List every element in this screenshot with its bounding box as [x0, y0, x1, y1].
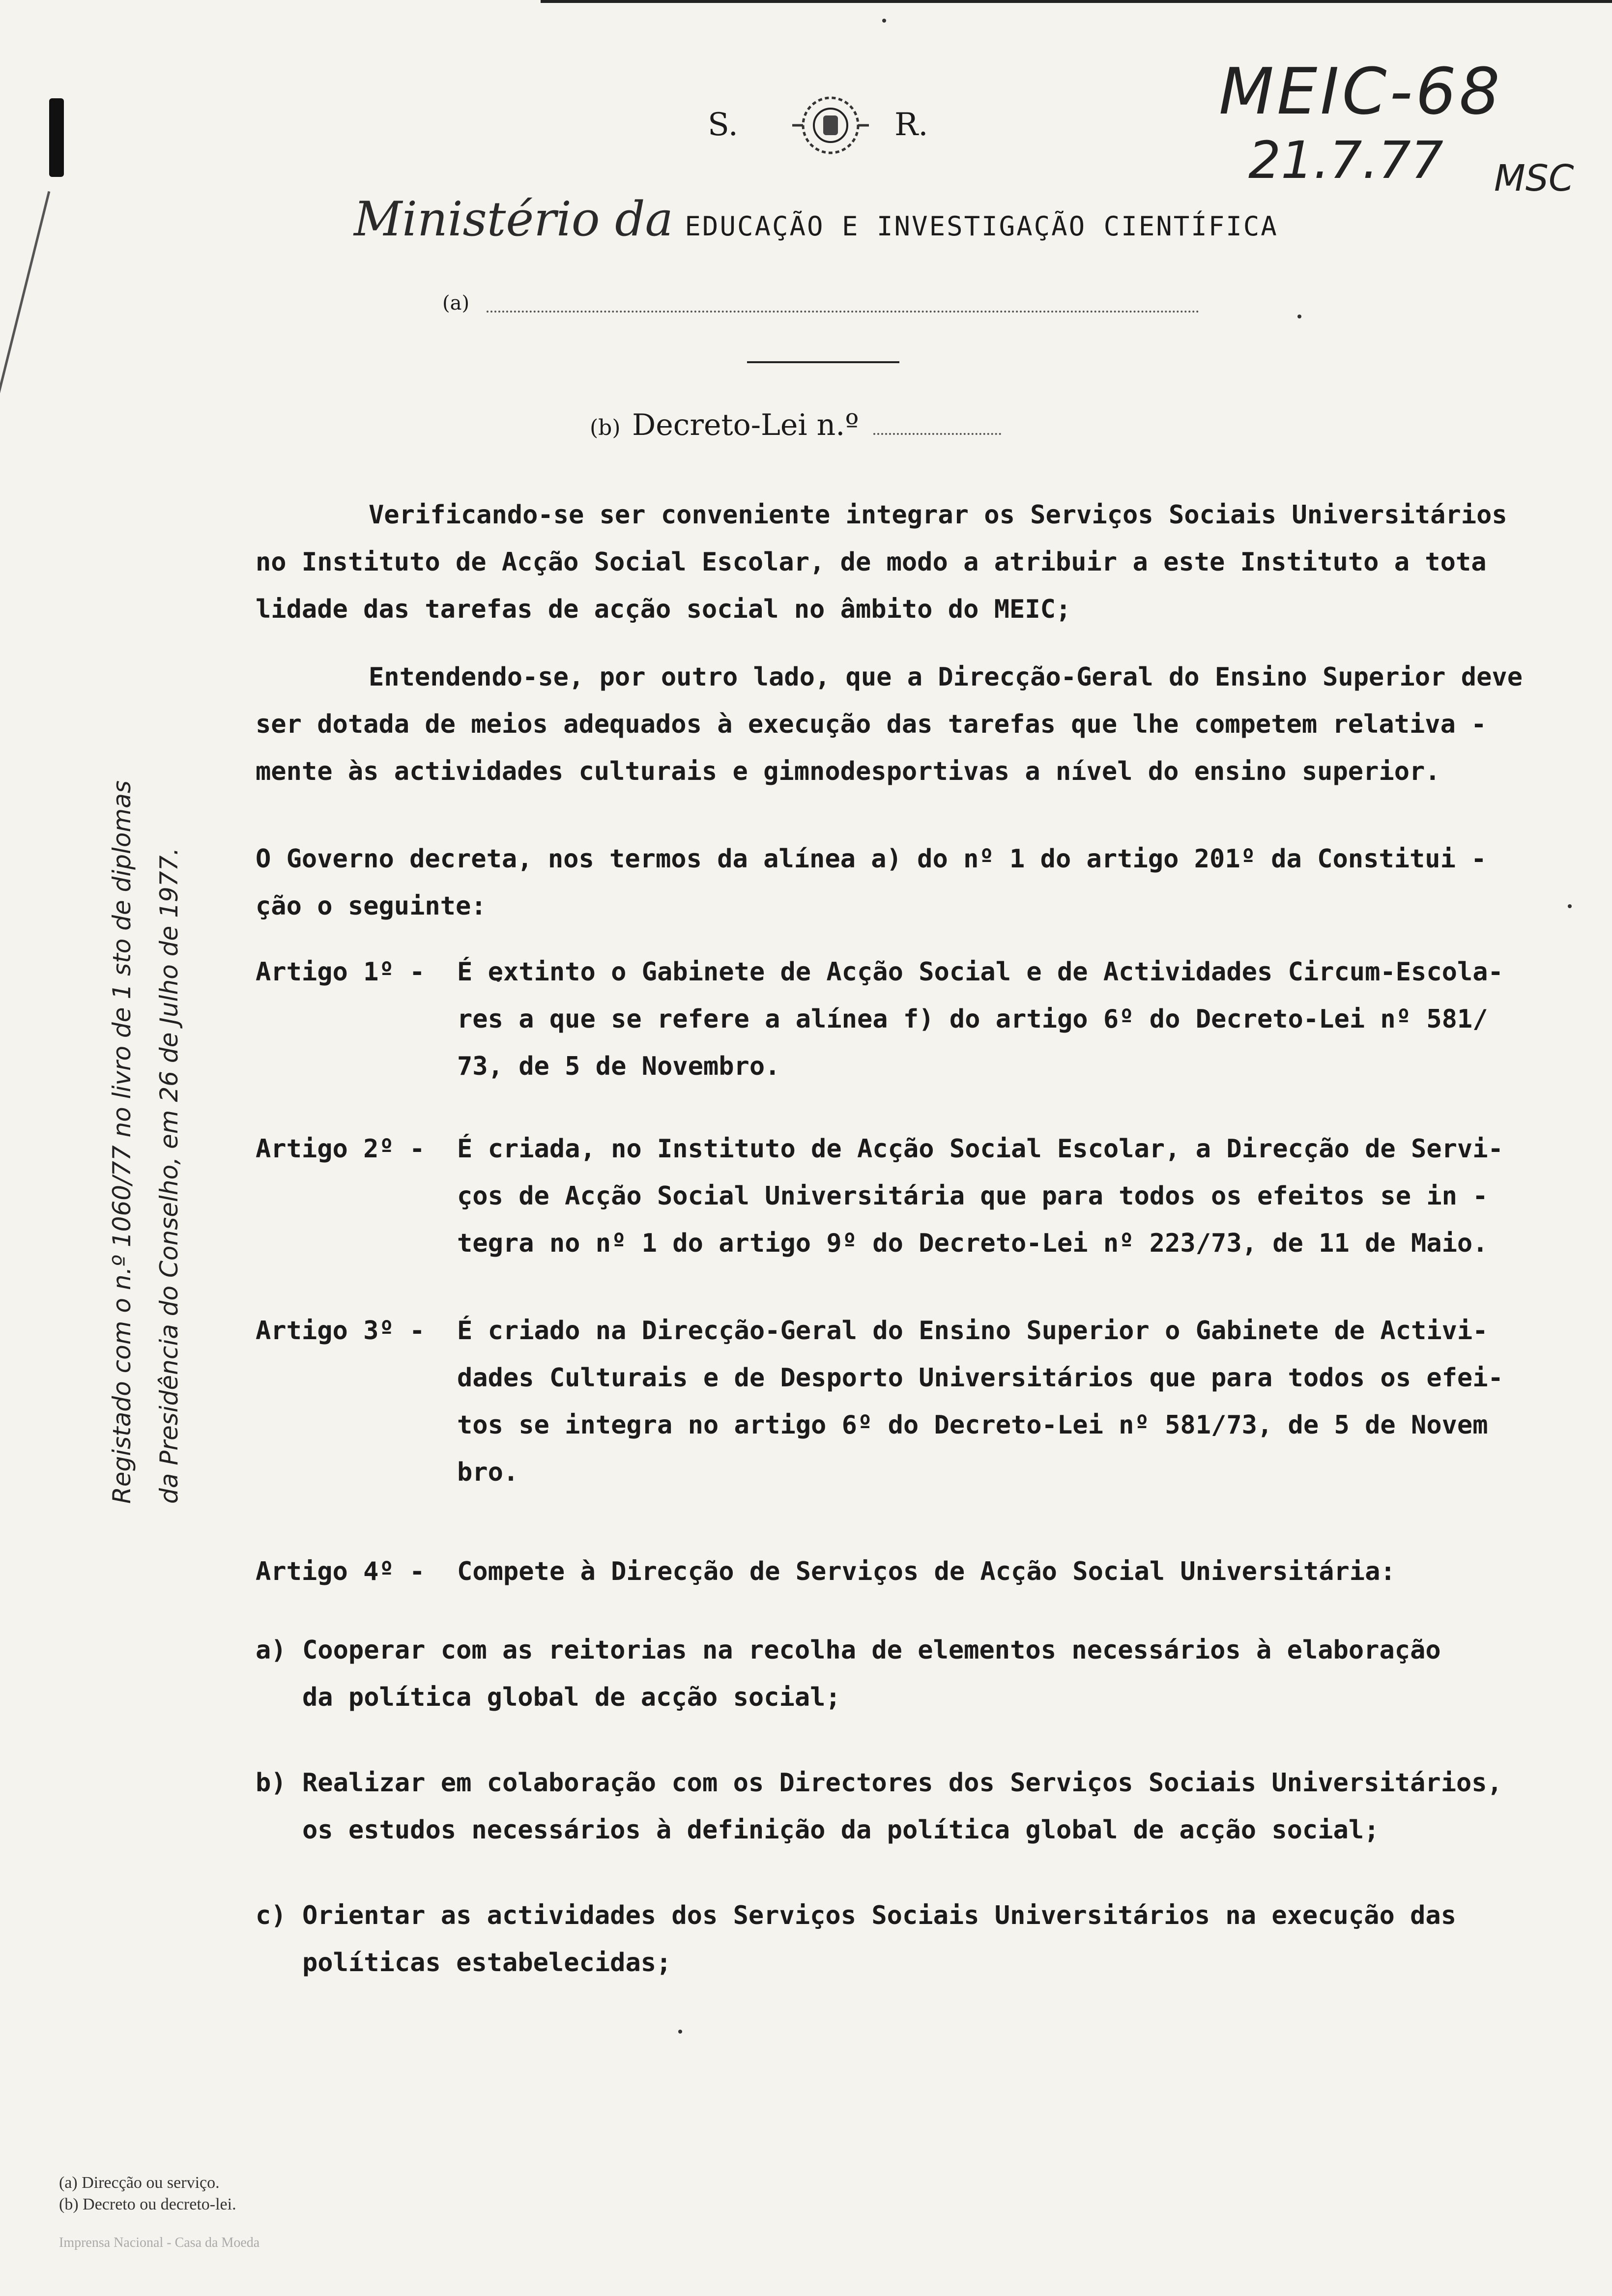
- item-c-line-2: políticas estabelecidas;: [302, 1948, 672, 1978]
- article-4-line-1: Compete à Direcção de Serviços de Acção Social Universitária:: [457, 1557, 1396, 1586]
- article-3-line-2: dades Culturais e de Desporto Universitários que para todos os efei-: [457, 1363, 1503, 1393]
- article-1-line-1: É extinto o Gabinete de Acção Social e de Actividades Circum-Escola-: [457, 957, 1503, 987]
- article-3-line-4: bro.: [457, 1458, 519, 1487]
- preamble-second-paragraph: [256, 654, 1612, 795]
- article-3: [256, 1307, 1612, 1496]
- footnote-a: (a) Direcção ou serviço.: [59, 2174, 220, 2192]
- item-b-marker: b): [256, 1768, 287, 1798]
- article-1-label: Artigo 1º -: [256, 957, 425, 987]
- ministry-name: EDUCAÇÃO E INVESTIGAÇÃO CIENTÍFICA: [685, 211, 1278, 242]
- decree-marker: (b): [590, 415, 621, 440]
- article-3-line-1: É criado na Direcção-Geral do Ensino Superior o Gabinete de Activi-: [457, 1316, 1488, 1346]
- ministry-prefix: Ministério da: [354, 192, 673, 247]
- letterhead-emblem: [708, 91, 963, 160]
- service-marker: (a): [442, 292, 470, 315]
- decree-label: Decreto-Lei n.º: [632, 408, 859, 442]
- item-c: [256, 1892, 1612, 1986]
- service-field: [487, 311, 1199, 313]
- staple-mark: [49, 98, 64, 177]
- article-3-line-3: tos se integra no artigo 6º do Decreto-Lei nº 581/73, de 5 de Novem: [457, 1410, 1488, 1440]
- article-1-line-3: 73, de 5 de Novembro.: [457, 1052, 780, 1081]
- article-2-line-2: ços de Acção Social Universitária que para todos os efeitos se in -: [457, 1181, 1488, 1211]
- article-1: [256, 948, 1612, 1090]
- preamble2-line-1: Entendendo-se, por outro lado, que a Direcção-Geral do Ensino Superior deve: [369, 662, 1523, 692]
- article-4-label: Artigo 4º -: [256, 1557, 425, 1586]
- top-border-rule: [541, 0, 1612, 3]
- handwritten-initials: MSC: [1494, 157, 1574, 200]
- registration-note-line2: da Presidência do Conselho, em 26 de Julho de 1977.: [155, 847, 183, 1504]
- ministry-heading: [354, 192, 1484, 247]
- item-c-line-1: Orientar as actividades dos Serviços Sociais Universitários na execução das: [302, 1901, 1456, 1930]
- handwritten-code: MEIC-68: [1219, 54, 1503, 129]
- preamble2-line-3: mente às actividades culturais e gimnodesportivas a nível do ensino superior.: [256, 757, 1440, 786]
- scan-speck: [678, 2030, 682, 2034]
- registration-note-line1: Registado com o n.º 1060/77 no livro de 1 sto de diplomas: [108, 780, 136, 1504]
- decree-intro-line-2: ção o seguinte:: [256, 891, 487, 921]
- item-a: [256, 1627, 1612, 1721]
- item-a-marker: a): [256, 1636, 287, 1665]
- item-c-marker: c): [256, 1901, 287, 1930]
- print-line: Imprensa Nacional - Casa da Moeda: [59, 2235, 260, 2250]
- service-line: [442, 290, 1248, 319]
- preamble-paragraph: [256, 491, 1612, 633]
- item-a-line-1: Cooperar com as reitorias na recolha de elementos necessários à elaboração: [302, 1636, 1441, 1665]
- scan-speck: [1297, 315, 1301, 318]
- item-a-line-2: da política global de acção social;: [302, 1683, 841, 1712]
- article-2-line-3: tegra no nº 1 do artigo 9º do Decreto-Lei nº 223/73, de 11 de Maio.: [457, 1229, 1488, 1258]
- emblem-left-letter: S.: [708, 107, 738, 143]
- article-1-line-2: res a que se refere a alínea f) do artigo 6º do Decreto-Lei nº 581/: [457, 1004, 1488, 1034]
- footnotes: [59, 2172, 259, 2254]
- preamble-line-1: Verificando-se ser conveniente integrar os Serviços Sociais Universitários: [369, 500, 1507, 530]
- item-b-line-2: os estudos necessários à definição da política global de acção social;: [302, 1815, 1380, 1845]
- decree-intro-line-1: O Governo decreta, nos termos da alínea a) do nº 1 do artigo 201º da Constitui -: [256, 844, 1487, 874]
- emblem-right-letter: R.: [894, 107, 928, 143]
- handwritten-date: 21.7.77: [1248, 130, 1443, 190]
- preamble-line-3: lidade das tarefas de acção social no âmbito do MEIC;: [256, 595, 1071, 624]
- coat-of-arms-icon: [781, 91, 880, 160]
- preamble-line-2: no Instituto de Acção Social Escolar, de modo a atribuir a este Instituto a tota: [256, 547, 1487, 577]
- footnote-b: (b) Decreto ou decreto-lei.: [59, 2195, 236, 2213]
- scan-speck: [882, 19, 886, 23]
- decree-line: [590, 408, 1081, 442]
- preamble2-line-2: ser dotada de meios adequados à execução das tarefas que lhe competem relativa -: [256, 710, 1487, 739]
- decree-number-field: [873, 433, 1001, 435]
- left-margin-scratch: [0, 191, 50, 497]
- article-2-line-1: É criada, no Instituto de Acção Social Escolar, a Direcção de Servi-: [457, 1134, 1503, 1164]
- decree-intro: [256, 835, 1612, 930]
- article-2-label: Artigo 2º -: [256, 1134, 425, 1164]
- article-2: [256, 1125, 1612, 1267]
- article-4: [256, 1548, 1612, 1595]
- letterhead-divider: [747, 361, 899, 363]
- item-b: [256, 1759, 1612, 1854]
- article-3-label: Artigo 3º -: [256, 1316, 425, 1346]
- registration-note: [98, 570, 193, 1504]
- item-b-line-1: Realizar em colaboração com os Directores dos Serviços Sociais Universitários,: [302, 1768, 1502, 1798]
